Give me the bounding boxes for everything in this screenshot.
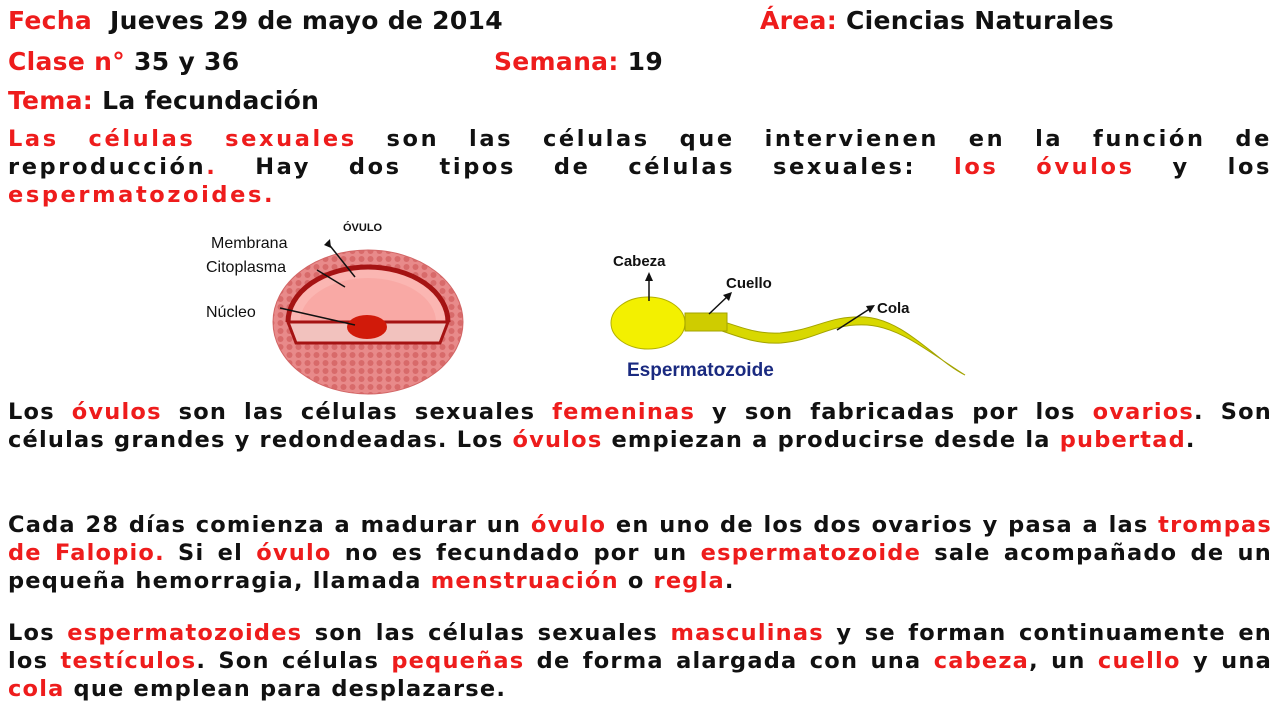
fecha-label: Fecha bbox=[8, 6, 93, 35]
p1-text: . Son células grandes y redondeadas. Los bbox=[8, 399, 1273, 453]
clase-line bbox=[8, 47, 239, 76]
p1-text: son las células sexuales bbox=[161, 399, 553, 425]
area-label: Área: bbox=[760, 6, 838, 35]
label-nucleo: Núcleo bbox=[206, 304, 256, 321]
paragraph-espermatozoides bbox=[8, 619, 1272, 703]
term-testiculos: testículos bbox=[60, 648, 197, 674]
p2-text: no es fecundado por un bbox=[331, 540, 701, 566]
p3-text: Los bbox=[8, 620, 68, 646]
label-citoplasma: Citoplasma bbox=[206, 259, 287, 276]
term-pequenas: pequeñas bbox=[391, 648, 525, 674]
p3-text: . Son células bbox=[196, 648, 392, 674]
term-ovulos: óvulos bbox=[512, 427, 603, 453]
p1-text: empiezan a producirse desde la bbox=[602, 427, 1060, 453]
area-value: Ciencias Naturales bbox=[846, 6, 1115, 35]
label-cola: Cola bbox=[877, 300, 910, 317]
term-menstruacion: menstruación bbox=[430, 568, 619, 594]
arrowhead-cabeza bbox=[645, 272, 653, 281]
p2-text: Si el bbox=[164, 540, 257, 566]
term-los-ovulos: los óvulos bbox=[954, 154, 1135, 180]
intro-text: son las células que intervienen en la función de reproducción bbox=[8, 126, 1272, 180]
espermatozoide-diagram bbox=[605, 245, 970, 385]
term-cuello: cuello bbox=[1097, 648, 1181, 674]
tema-value: La fecundación bbox=[102, 86, 320, 115]
term-ovulos: óvulos bbox=[71, 399, 162, 425]
term-cola: cola bbox=[8, 676, 65, 702]
p3-text: de forma alargada con una bbox=[524, 648, 934, 674]
p1-text: Los bbox=[8, 399, 72, 425]
p3-text: y una bbox=[1180, 648, 1272, 674]
p3-text: , un bbox=[1029, 648, 1098, 674]
ovulo-diagram bbox=[195, 215, 475, 400]
ovulo-title: ÓVULO bbox=[343, 222, 383, 234]
label-cuello: Cuello bbox=[726, 275, 772, 292]
espermatozoide-title: Espermatozoide bbox=[627, 360, 774, 381]
intro-text: y los bbox=[1134, 154, 1273, 180]
intro-paragraph bbox=[8, 125, 1272, 209]
term-pubertad: pubertad bbox=[1059, 427, 1186, 453]
fecha-line bbox=[8, 6, 503, 35]
tema-label: Tema: bbox=[8, 86, 94, 115]
term-celulas-sexuales: Las células sexuales bbox=[8, 126, 357, 152]
paragraph-ovulos bbox=[8, 398, 1272, 454]
fecha-value: Jueves 29 de mayo de 2014 bbox=[110, 6, 503, 35]
clase-label: Clase n° bbox=[8, 47, 126, 76]
p3-text: y se forman continuamente en los bbox=[8, 620, 1273, 674]
semana-line bbox=[494, 47, 663, 76]
term-trompas: trompas de Falopio. bbox=[8, 512, 1272, 566]
p1-text: y son fabricadas por los bbox=[695, 399, 1093, 425]
semana-value: 19 bbox=[627, 47, 664, 76]
term-masculinas: masculinas bbox=[670, 620, 824, 646]
term-femeninas: femeninas bbox=[552, 399, 696, 425]
p1-text: . bbox=[1185, 427, 1196, 453]
p2-text: en uno de los dos ovarios y pasa a las bbox=[606, 512, 1159, 538]
p2-text: o bbox=[618, 568, 654, 594]
arrowhead-cola bbox=[866, 305, 875, 313]
paragraph-ciclo bbox=[8, 511, 1272, 595]
term-cabeza: cabeza bbox=[933, 648, 1030, 674]
term-espermatozoides: espermatozoides. bbox=[8, 182, 276, 208]
p3-text: son las células sexuales bbox=[302, 620, 671, 646]
semana-label: Semana: bbox=[494, 47, 619, 76]
p2-text: sale acompañado de un pequeña hemorragia, llamada bbox=[8, 540, 1272, 594]
label-cabeza: Cabeza bbox=[613, 253, 666, 270]
area-line bbox=[760, 6, 1114, 35]
term-ovulo: óvulo bbox=[530, 512, 607, 538]
intro-dot: . bbox=[206, 154, 218, 180]
clase-value: 35 y 36 bbox=[134, 47, 240, 76]
p2-text: Cada 28 días comienza a madurar un bbox=[8, 512, 531, 538]
term-ovulo: óvulo bbox=[256, 540, 332, 566]
sperm-head bbox=[611, 297, 685, 349]
p3-text: que emplean para desplazarse. bbox=[64, 676, 507, 702]
tema-line bbox=[8, 86, 319, 115]
p2-text: . bbox=[724, 568, 735, 594]
ovulo-nucleus bbox=[347, 315, 387, 339]
sperm-neck bbox=[685, 313, 727, 331]
term-regla: regla bbox=[653, 568, 725, 594]
label-membrana: Membrana bbox=[211, 235, 288, 252]
arrowhead-membrana bbox=[324, 239, 331, 248]
term-ovarios: ovarios bbox=[1092, 399, 1195, 425]
intro-text: Hay dos tipos de células sexuales: bbox=[217, 154, 955, 180]
term-espermatozoide: espermatozoide bbox=[700, 540, 922, 566]
term-espermatozoides: espermatozoides bbox=[67, 620, 303, 646]
